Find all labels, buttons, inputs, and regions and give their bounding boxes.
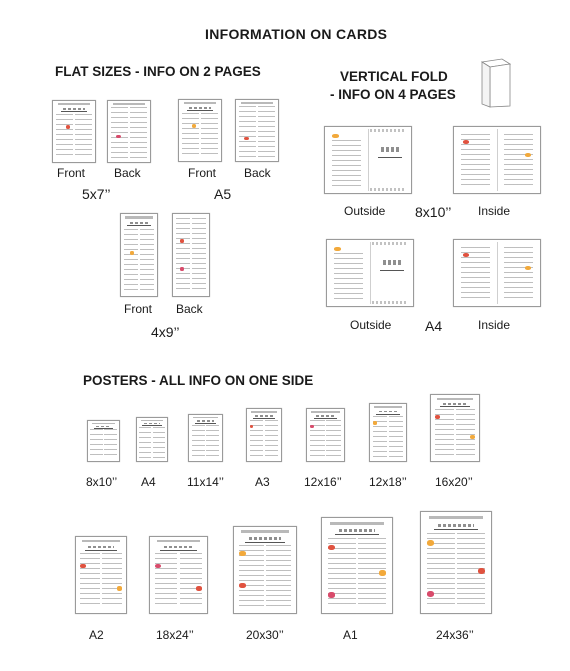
card-8x10-inside xyxy=(453,126,541,194)
card-8x10-outside xyxy=(324,126,412,194)
poster-20x30 xyxy=(233,526,297,614)
size-label: A1 xyxy=(343,628,358,642)
size-label: 8x10’’ xyxy=(415,204,452,220)
label-front: Front xyxy=(124,302,153,316)
poster-a4 xyxy=(136,417,168,462)
poster-11x14 xyxy=(188,414,223,462)
size-label: 18x24’’ xyxy=(156,628,194,642)
size-label: A2 xyxy=(89,628,104,642)
poster-a2 xyxy=(75,536,127,614)
page-title: INFORMATION ON CARDS xyxy=(205,26,388,42)
label-inside: Inside xyxy=(478,318,511,332)
size-label: 5x7’’ xyxy=(82,186,111,202)
label-outside: Outside xyxy=(350,318,392,332)
card-4x9-back xyxy=(172,213,210,297)
label-outside: Outside xyxy=(344,204,386,218)
size-label: 8x10’’ xyxy=(86,475,118,489)
folded-card-icon xyxy=(480,58,512,108)
poster-a3 xyxy=(246,408,282,462)
poster-16x20 xyxy=(430,394,480,462)
poster-12x16 xyxy=(306,408,345,462)
size-label: 16x20’’ xyxy=(435,475,473,489)
size-label: 24x36’’ xyxy=(436,628,474,642)
posters-heading: POSTERS - ALL INFO ON ONE SIDE xyxy=(83,373,314,388)
size-label: 11x14’’ xyxy=(187,475,224,489)
poster-8x10 xyxy=(87,420,120,462)
card-a5-front xyxy=(178,99,222,162)
vertical-fold-subheading: - INFO ON 4 PAGES xyxy=(330,87,456,102)
card-5x7-back xyxy=(107,100,151,163)
label-back: Back xyxy=(114,166,141,180)
poster-12x18 xyxy=(369,403,407,462)
card-a4-inside xyxy=(453,239,541,307)
card-a4-outside xyxy=(326,239,414,307)
size-label: 20x30’’ xyxy=(246,628,284,642)
label-inside: Inside xyxy=(478,204,511,218)
size-label: 12x18’’ xyxy=(369,475,407,489)
flat-sizes-heading: FLAT SIZES - INFO ON 2 PAGES xyxy=(55,64,261,79)
size-label: A4 xyxy=(425,318,443,334)
vertical-fold-heading: VERTICAL FOLD xyxy=(340,69,448,84)
label-front: Front xyxy=(188,166,217,180)
card-5x7-front xyxy=(52,100,96,163)
label-back: Back xyxy=(244,166,271,180)
poster-a1 xyxy=(321,517,393,614)
size-label: A3 xyxy=(255,475,270,489)
size-label: A4 xyxy=(141,475,156,489)
card-a5-back xyxy=(235,99,279,162)
size-label: 4x9’’ xyxy=(151,324,180,340)
size-label: A5 xyxy=(214,186,232,202)
poster-24x36 xyxy=(420,511,492,614)
card-4x9-front xyxy=(120,213,158,297)
label-front: Front xyxy=(57,166,86,180)
poster-18x24 xyxy=(149,536,208,614)
label-back: Back xyxy=(176,302,203,316)
size-label: 12x16’’ xyxy=(304,475,342,489)
